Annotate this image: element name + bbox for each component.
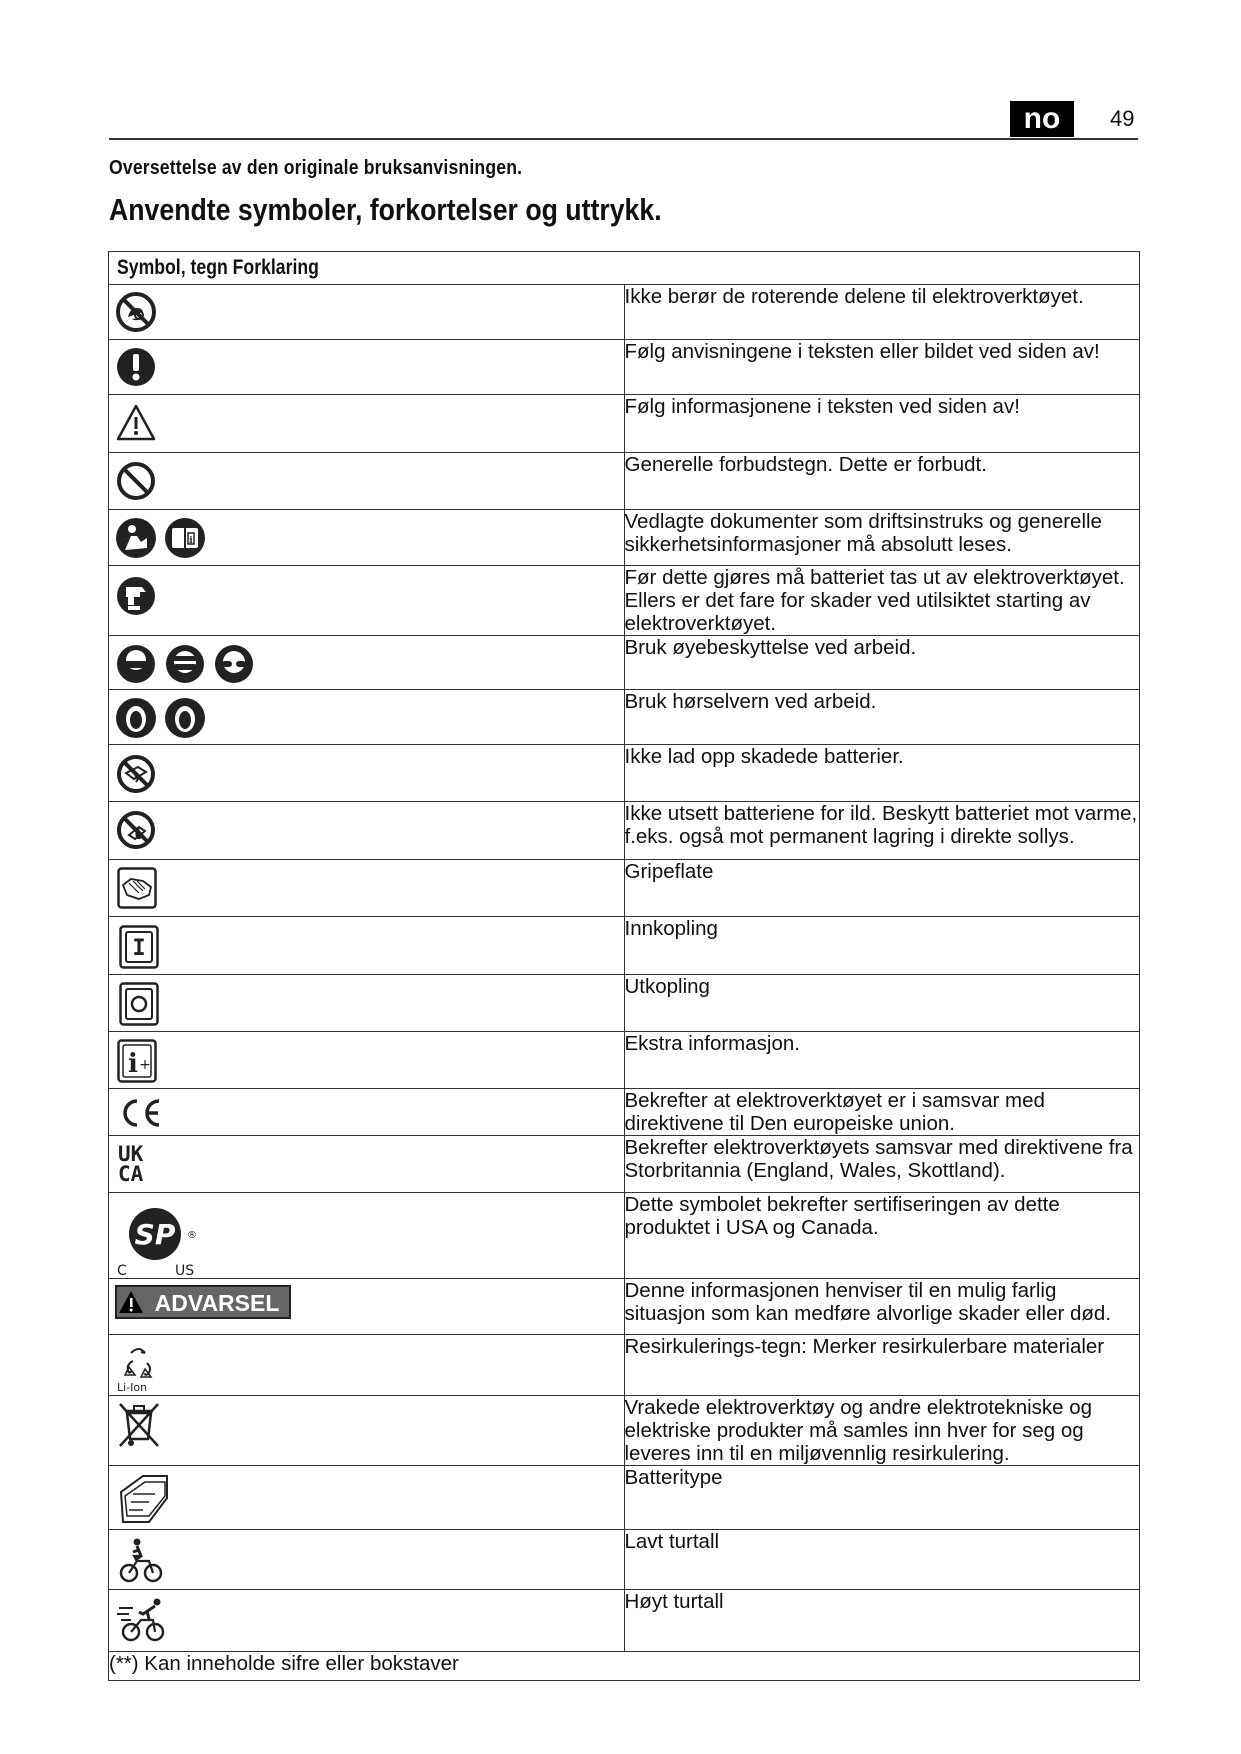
row-description: Resirkulerings-tegn: Merker resirkulerbare materialer — [624, 1335, 1140, 1396]
row-description: Bekrefter elektroverktøyets samsvar med direktivene fra Storbritannia (England, Wales, Skottland). — [624, 1136, 1140, 1193]
row-description: Dette symbolet bekrefter sertifiseringen av dette produktet i USA og Canada. — [624, 1193, 1140, 1279]
symbols-table — [108, 251, 1140, 1681]
table-row — [109, 860, 1140, 917]
low-speed-icon — [117, 1536, 165, 1584]
page-number: 49 — [1110, 106, 1135, 131]
hearing-protection-icon — [115, 696, 209, 740]
row-description: Batteritype — [624, 1466, 1140, 1530]
page-header-rule — [109, 100, 1138, 140]
info-i-letter: i — [128, 1049, 138, 1079]
warning-triangle-icon — [115, 403, 157, 443]
row-description: Vrakede elektroverktøy og andre elektrotekniske og elektriske produkter må samles inn hver for seg og leveres inn til en miljøvennlig resirkulering. — [624, 1396, 1140, 1466]
high-speed-icon — [117, 1596, 169, 1644]
row-description: Ikke lad opp skadede batterier. — [624, 745, 1140, 802]
grip-surface-icon — [117, 867, 157, 909]
table-row — [109, 566, 1140, 636]
row-description: Bruk øyebeskyttelse ved arbeid. — [624, 636, 1140, 690]
info-plus-icon — [117, 1039, 157, 1083]
table-row — [109, 1193, 1140, 1279]
table-row — [109, 802, 1140, 860]
row-description: Lavt turtall — [624, 1530, 1140, 1590]
eye-protection-icon — [115, 643, 259, 685]
battery-type-icon — [117, 1472, 173, 1528]
table-row — [109, 690, 1140, 745]
remove-battery-icon — [115, 575, 157, 617]
read-manual-icon — [115, 516, 209, 560]
table-row — [109, 1279, 1140, 1335]
info-i-glyph: i — [189, 536, 193, 546]
column-header: Symbol, tegn Forklaring — [117, 256, 319, 279]
table-row — [109, 340, 1140, 395]
row-description: Generelle forbudstegn. Dette er forbudt. — [624, 453, 1140, 510]
ukca-mark-icon — [117, 1142, 157, 1186]
table-row — [109, 395, 1140, 453]
table-row — [109, 453, 1140, 510]
row-description: Denne informasjonen henviser til en mulig farlig situasjon som kan medføre alvorlige skader eller død. — [624, 1279, 1140, 1335]
row-description: Følg anvisningene i teksten eller bildet ved siden av! — [624, 340, 1140, 395]
row-description: Høyt turtall — [624, 1590, 1140, 1652]
ukca-top-text: UK — [118, 1142, 144, 1166]
table-header-row — [109, 252, 1140, 285]
table-row — [109, 1032, 1140, 1089]
switch-on-icon — [119, 925, 159, 969]
no-touch-rotating-icon — [115, 291, 157, 333]
table-row — [109, 745, 1140, 802]
table-row — [109, 636, 1140, 690]
csa-center-text: SP — [134, 1218, 176, 1251]
mandatory-exclamation-icon — [115, 346, 157, 388]
table-row — [109, 285, 1140, 340]
row-description: Ekstra informasjon. — [624, 1032, 1140, 1089]
table-row — [109, 1466, 1140, 1530]
switch-on-glyph: I — [132, 936, 146, 961]
table-row — [109, 1136, 1140, 1193]
row-description: Bruk hørselvern ved arbeid. — [624, 690, 1140, 745]
table-row — [109, 975, 1140, 1032]
document-subtitle: Oversettelse av den originale bruksanvisningen. — [109, 157, 523, 179]
no-fire-battery-icon — [115, 809, 157, 851]
table-row — [109, 510, 1140, 566]
footnote: (**) Kan inneholde sifre eller bokstaver — [109, 1652, 1140, 1681]
table-row — [109, 1530, 1140, 1590]
row-description: Bekrefter at elektroverktøyet er i samsvar med direktivene til Den europeiske union. — [624, 1089, 1140, 1136]
recycling-li-ion-icon — [117, 1341, 161, 1393]
row-description: Følg informasjonene i teksten ved siden av! — [624, 395, 1140, 453]
row-description: Ikke utsett batteriene for ild. Beskytt batteriet mot varme, f.eks. også mot permanent lagring i direkte sollys. — [624, 802, 1140, 860]
csa-right-text: US — [175, 1263, 195, 1278]
info-plus-glyph: + — [139, 1057, 151, 1073]
no-charge-damaged-battery-icon — [115, 753, 157, 795]
prohibition-icon — [115, 460, 157, 502]
csa-left-text: C — [117, 1263, 127, 1278]
table-row — [109, 1335, 1140, 1396]
csa-mark-icon — [117, 1198, 201, 1278]
footnote-row — [109, 1652, 1140, 1681]
row-description: Gripeflate — [624, 860, 1140, 917]
row-description: Utkopling — [624, 975, 1140, 1032]
advarsel-text: ADVARSEL — [154, 1290, 280, 1316]
row-description: Ikke berør de roterende delene til elektroverktøyet. — [624, 285, 1140, 340]
table-row — [109, 917, 1140, 975]
switch-off-icon — [119, 982, 159, 1026]
table-row — [109, 1590, 1140, 1652]
ce-mark-icon — [117, 1097, 163, 1129]
table-row — [109, 1089, 1140, 1136]
row-description: Vedlagte dokumenter som driftsinstruks og generelle sikkerhetsinformasjoner må absolutt leses. — [624, 510, 1140, 566]
weee-bin-icon — [117, 1401, 161, 1449]
csa-registered-mark: ® — [187, 1230, 197, 1241]
ukca-bottom-text: CA — [118, 1162, 144, 1186]
row-description: Innkopling — [624, 917, 1140, 975]
row-description: Før dette gjøres må batteriet tas ut av elektroverktøyet. Ellers er det fare for skader ved utilsiktet starting av elektroverktøyet. — [624, 566, 1140, 636]
page-title: Anvendte symboler, forkortelser og uttrykk. — [109, 192, 662, 227]
table-row — [109, 1396, 1140, 1466]
li-ion-text: Li-Ion — [117, 1381, 148, 1393]
advarsel-label-icon — [115, 1285, 291, 1319]
language-badge: no — [1010, 101, 1074, 137]
